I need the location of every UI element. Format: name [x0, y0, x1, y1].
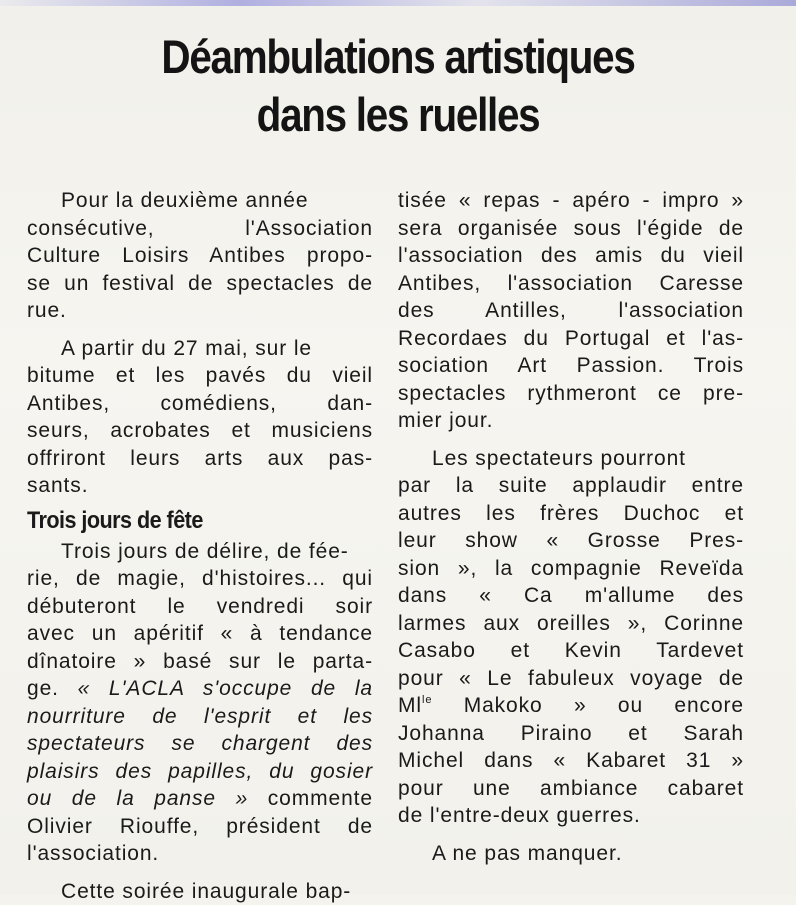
text-line	[27, 785, 373, 813]
text-line: Olivier Riouffe, président de	[27, 813, 373, 841]
quote-lines	[27, 703, 373, 786]
text-line: pour une ambiance cabaret	[398, 775, 744, 803]
text-fragment: ge.	[27, 677, 78, 700]
text-line: rue.	[27, 297, 373, 325]
text-line: Cette soirée inaugurale bap-	[27, 878, 373, 905]
text-line: sera organisée sous l'égide de	[398, 215, 744, 243]
text-line: Les spectateurs pourront	[398, 445, 744, 473]
text-line: Antibes, comédiens, dan-	[27, 390, 373, 418]
text-line: débuteront le vendredi soir	[27, 593, 373, 621]
text-line: Antibes, l'association Caresse	[398, 270, 744, 298]
text-line: de l'entre-deux guerres.	[398, 802, 744, 830]
section-subheading: Trois jours de fête	[27, 504, 338, 538]
text-line: nourriture de l'esprit et les	[27, 703, 373, 731]
article-title-line-2: dans les ruelles	[56, 86, 741, 144]
right-column-paragraphs	[398, 187, 744, 692]
text-line: l'association des amis du vieil	[398, 242, 744, 270]
left-column-section-body	[27, 538, 373, 676]
superscript: le	[422, 694, 432, 706]
text-line: des Antilles, l'association	[398, 297, 744, 325]
text-line: plaisirs des papilles, du gosier	[27, 758, 373, 786]
text-line: Casabo et Kevin Tardevet	[398, 637, 744, 665]
text-line: dînatoire » basé sur le parta-	[27, 648, 373, 676]
text-line: l'association.	[27, 840, 373, 868]
text-line: se un festival de spectacles de	[27, 270, 373, 298]
text-line: autres les frères Duchoc et	[398, 500, 744, 528]
text-line: sociation Art Passion. Trois	[398, 352, 744, 380]
quote-attribution: commente	[248, 787, 373, 810]
text-fragment: Makoko » ou encore	[432, 694, 744, 717]
text-line: offriront leurs arts aux pas-	[27, 445, 373, 473]
left-column-paragraphs	[27, 187, 373, 500]
scan-edge-mark	[0, 0, 796, 6]
text-line: par la suite applaudir entre	[398, 472, 744, 500]
text-line: spectateurs se chargent des	[27, 730, 373, 758]
right-column-tail	[398, 720, 744, 868]
text-line: mier jour.	[398, 407, 744, 435]
quote-fragment: « L'ACLA s'occupe de la	[78, 677, 373, 700]
quote-end: ou de la panse »	[27, 787, 248, 810]
text-line: Michel dans « Kabaret 31 »	[398, 747, 744, 775]
text-line: Pour la deuxième année	[27, 187, 373, 215]
article-title-line-1: Déambulations artistiques	[56, 28, 741, 86]
text-fragment: Ml	[398, 694, 422, 717]
text-line: spectacles rythmeront ce pre-	[398, 380, 744, 408]
text-line: larmes aux oreilles », Corinne	[398, 610, 744, 638]
text-line: Trois jours de délire, de fée-	[27, 538, 373, 566]
text-line: Culture Loisirs Antibes propo-	[27, 242, 373, 270]
text-line	[27, 675, 373, 703]
text-line: avec un apéritif « à tendance	[27, 620, 373, 648]
right-column	[398, 187, 744, 867]
paragraph-gap	[27, 325, 373, 335]
text-line: seurs, acrobates et musiciens	[27, 417, 373, 445]
paragraph-gap	[27, 868, 373, 878]
paragraph-gap	[398, 435, 744, 445]
text-line: A partir du 27 mai, sur le	[27, 335, 373, 363]
text-line: dans « Ca m'allume des	[398, 582, 744, 610]
text-line	[398, 692, 744, 720]
article-title	[56, 28, 741, 144]
text-line: tisée « repas - apéro - impro »	[398, 187, 744, 215]
paragraph-gap	[398, 830, 744, 840]
text-line: sion », la compagnie Reveïda	[398, 555, 744, 583]
text-line: Recordaes du Portugal et l'as-	[398, 325, 744, 353]
text-line: sants.	[27, 472, 373, 500]
text-line: consécutive, l'Association	[27, 215, 373, 243]
text-line: A ne pas manquer.	[398, 840, 744, 868]
text-line: leur show « Grosse Pres-	[398, 527, 744, 555]
text-line: Johanna Piraino et Sarah	[398, 720, 744, 748]
text-line: pour « Le fabuleux voyage de	[398, 665, 744, 693]
left-column-tail	[27, 813, 373, 905]
left-column	[27, 187, 373, 905]
text-line: bitume et les pavés du vieil	[27, 362, 373, 390]
text-line: rie, de magie, d'histoires... qui	[27, 565, 373, 593]
